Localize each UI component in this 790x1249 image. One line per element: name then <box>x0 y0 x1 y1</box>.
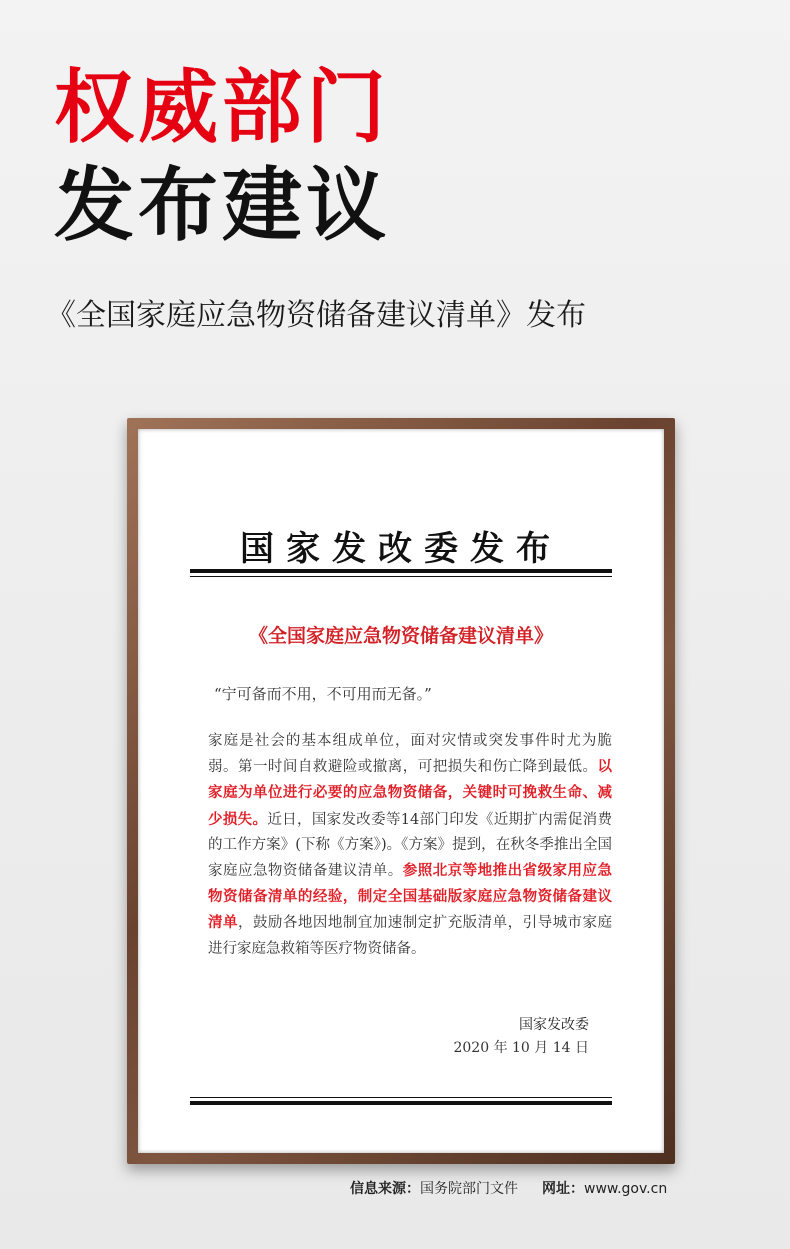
document-title: 《全国家庭应急物资储备建议清单》 <box>248 625 553 647</box>
source-label: 信息来源： <box>350 1181 420 1197</box>
document-signer: 国家发改委 <box>519 1017 589 1033</box>
document-paper <box>138 429 664 1153</box>
headline-line-2: 发布建议 <box>54 159 390 252</box>
source-value: 国务院部门文件 <box>420 1181 518 1197</box>
site-label: 网址： <box>542 1181 584 1197</box>
document-header: 国家发改委发布 <box>240 529 562 569</box>
body-highlight-1: 以家庭为单位进行必要的应急物资储备，关键时可挽救生命、减少损失。 <box>208 758 612 828</box>
body-text-1: 家庭是社会的基本组成单位，面对灾情或突发事件时尤为脆弱。第一时间自救避险或撤离，可把损失和伤亡降到最低。 <box>208 733 612 776</box>
document-quote: “宁可备而不用，不可用而无备。” <box>214 685 432 703</box>
source-footer <box>350 1178 667 1198</box>
document-date: 2020 年 10 月 14 日 <box>453 1040 589 1056</box>
subtitle: 《全国家庭应急物资储备建议清单》发布 <box>46 298 586 333</box>
picture-frame <box>127 418 675 1164</box>
body-text-2: 近日，国家发改委等14部门印发《近期扩内需促消费的工作方案》(下称《方案》)。《方案》提到，在秋冬季推出全国家庭应急物资储备建议清单。 <box>208 811 613 880</box>
body-text-3: ，鼓励各地因地制宜加速制定扩充版清单，引导城市家庭进行家庭急救箱等医疗物资储备。 <box>208 915 613 957</box>
document-body <box>208 729 612 962</box>
headline-line-1: 权威部门 <box>54 61 390 154</box>
site-value[interactable]: www.gov.cn <box>584 1181 668 1197</box>
header-rule <box>190 569 612 577</box>
body-highlight-2: 参照北京等地推出省级家用应急物资储备清单的经验，制定全国基础版家庭应急物资储备建议清单 <box>208 862 612 932</box>
footer-rule <box>190 1097 612 1105</box>
